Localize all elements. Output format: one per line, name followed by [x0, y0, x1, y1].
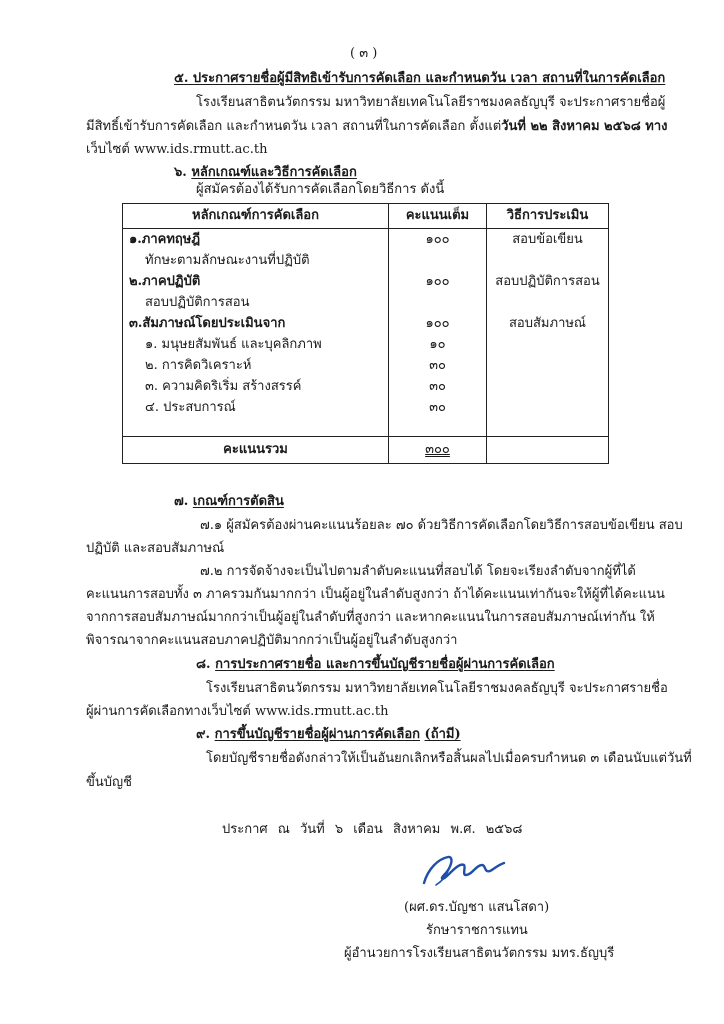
sec7-p1-line1: ๗.๑ ผู้สมัครต้องผ่านคะแนนร้อยละ ๗๐ ด้วยวิธีการคัดเลือกโดยวิธีการสอบข้อเขียน สอบ: [200, 518, 683, 533]
table-row: [123, 250, 609, 271]
sec8-line2: ผู้ผ่านการคัดเลือกทางเว็บไซต์ www.ids.rmutt.ac.th: [86, 704, 389, 719]
signature-icon: [418, 845, 508, 891]
signer-name: (ผศ.ดร.บัญชา แสนโสดา): [404, 900, 550, 915]
sec8-heading-num: ๘.: [196, 657, 211, 672]
table-row: [123, 355, 609, 376]
page-number: ( ๓ ): [350, 46, 378, 61]
sec9-heading-text: การขึ้นบัญชีรายชื่อผู้ผ่านการคัดเลือก: [214, 727, 421, 742]
sub-item-label: ๓. ความคิดริเริ่ม สร้างสรรค์: [123, 376, 389, 397]
header-full-score: คะแนนเต็ม: [389, 204, 487, 229]
table-row-spacer: [123, 418, 609, 437]
sec5-line1: โรงเรียนสาธิตนวัตกรรม มหาวิทยาลัยเทคโนโลยีราชมงคลธัญบุรี จะประกาศรายชื่อผู้: [196, 95, 666, 110]
sec7-p2-line3: จากการสอบสัมภาษณ์มากกว่าเป็นผู้อยู่ในลำดับที่สูงกว่า และหากคะแนนในการสอบสัมภาษณ์เท่ากัน ให้: [86, 610, 655, 625]
sec7-p2-line2: คะแนนการสอบทั้ง ๓ ภาครวมกันมากกว่า เป็นผู้อยู่ในลำดับสูงกว่า ถ้าได้คะแนนเท่ากันจะให้ผู้ที่ได้คะแนน: [86, 587, 665, 602]
sec6-intro: ผู้สมัครต้องได้รับการคัดเลือกโดยวิธีการ ดังนี้: [196, 182, 445, 197]
sub-item-score: ๓๐: [389, 397, 487, 418]
sec7-p2-line1: ๗.๒ การจัดจ้างจะเป็นไปตามลำดับคะแนนที่สอบได้ โดยจะเรียงลำดับจากผู้ที่ได้: [200, 564, 636, 579]
total-score: ๓๐๐: [389, 437, 487, 464]
sub-item-score: ๑๐: [389, 334, 487, 355]
sec7-p1-line2: ปฏิบัติ และสอบสัมภาษณ์: [86, 541, 225, 556]
criteria-table: [122, 203, 609, 464]
table-row: [123, 313, 609, 334]
sub-item-score: ๓๐: [389, 355, 487, 376]
row2-sub: สอบปฏิบัติการสอน: [123, 292, 389, 313]
table-row: [123, 334, 609, 355]
sec9-heading: [196, 725, 461, 745]
signer-acting: รักษาราชการแทน: [426, 923, 528, 938]
row2-method: สอบปฏิบัติการสอน: [487, 271, 609, 292]
sec7-heading: [174, 492, 284, 512]
row1-sub: ทักษะตามลักษณะงานที่ปฏิบัติ: [123, 250, 389, 271]
sec5-heading: ๕. ประกาศรายชื่อผู้มีสิทธิเข้ารับการคัดเลือก และกำหนดวัน เวลา สถานที่ในการคัดเลือก: [174, 71, 666, 86]
sec8-line1: โรงเรียนสาธิตนวัตกรรม มหาวิทยาลัยเทคโนโลยีราชมงคลธัญบุรี จะประกาศรายชื่อ: [206, 681, 668, 696]
table-row: [123, 271, 609, 292]
table-row: [123, 397, 609, 418]
row3-method: สอบสัมภาษณ์: [487, 313, 609, 334]
row3-title: ๓.สัมภาษณ์โดยประเมินจาก: [123, 313, 389, 334]
sec6-heading-num: ๖.: [174, 165, 187, 180]
sec5-line3: เว็บไซต์ www.ids.rmutt.ac.th: [86, 142, 268, 157]
sec9-line1: โดยบัญชีรายชื่อดังกล่าวให้เป็นอันยกเลิกหรือสิ้นผลไปเมื่อครบกำหนด ๓ เดือนนับแต่วันที่: [206, 751, 692, 766]
sec7-heading-num: ๗.: [174, 494, 189, 509]
row1-score: ๑๐๐: [389, 229, 487, 251]
row1-method: สอบข้อเขียน: [487, 229, 609, 251]
signer-position: ผู้อำนวยการโรงเรียนสาธิตนวัตกรรม มทร.ธัญบุรี: [344, 946, 615, 961]
row1-title: ๑.ภาคทฤษฎี: [123, 229, 389, 251]
sec5-line2: [86, 117, 668, 137]
header-method: วิธีการประเมิน: [487, 204, 609, 229]
sec8-heading: [196, 655, 555, 675]
sec6-heading-text: หลักเกณฑ์และวิธีการคัดเลือก: [191, 165, 357, 180]
table-row: [123, 292, 609, 313]
sec9-heading-num: ๙.: [196, 727, 211, 742]
sub-item-label: ๑. มนุษยสัมพันธ์ และบุคลิกภาพ: [123, 334, 389, 355]
sub-item-score: ๓๐: [389, 376, 487, 397]
sec7-heading-text: เกณฑ์การตัดสิน: [192, 494, 284, 509]
total-label: คะแนนรวม: [123, 437, 389, 464]
row2-score: ๑๐๐: [389, 271, 487, 292]
table-row-total: [123, 437, 609, 464]
sub-item-label: ๒. การคิดวิเคราะห์: [123, 355, 389, 376]
sec5-line2-a: มีสิทธิ์เข้ารับการคัดเลือก และกำหนดวัน เวลา สถานที่ในการคัดเลือก ตั้งแต่: [86, 119, 502, 134]
announcement-date: ประกาศ ณ วันที่ ๖ เดือน สิงหาคม พ.ศ. ๒๕๖๘: [222, 822, 523, 837]
sec9-heading-suffix: (ถ้ามี): [424, 727, 461, 742]
criteria-table-header: [123, 204, 609, 229]
sec8-heading-text: การประกาศรายชื่อ และการขึ้นบัญชีรายชื่อผู้ผ่านการคัดเลือก: [215, 657, 555, 672]
sec7-p2-line4: พิจารณาจากคะแนนสอบภาคปฏิบัติมากกว่าเป็นผู้อยู่ในลำดับสูงกว่า: [86, 633, 458, 648]
table-row: [123, 229, 609, 251]
row3-score: ๑๐๐: [389, 313, 487, 334]
sec5-date: วันที่ ๒๒ สิงหาคม ๒๕๖๘ ทาง: [501, 119, 668, 134]
sec9-line2: ขึ้นบัญชี: [86, 775, 132, 790]
row2-title: ๒.ภาคปฏิบัติ: [123, 271, 389, 292]
header-criteria: หลักเกณฑ์การคัดเลือก: [123, 204, 389, 229]
sub-item-label: ๔. ประสบการณ์: [123, 397, 389, 418]
table-row: [123, 376, 609, 397]
